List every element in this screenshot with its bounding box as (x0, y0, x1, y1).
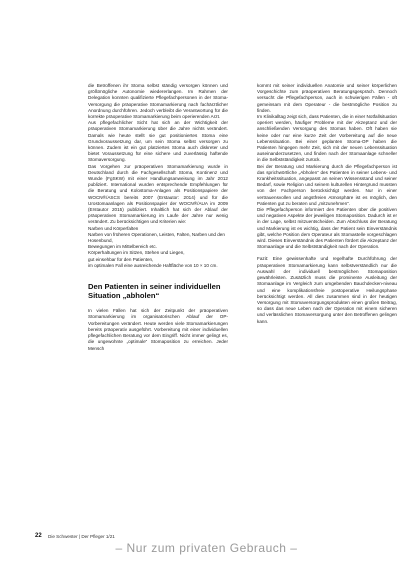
left-paragraph-3: Das Vorgehen zur präoperativen Stomamarkierung wurde in Deutschland durch die Fachgesellschaft Stoma, Kontinenz und Wunde (FgSKW) mit einer Handlungsanweisung im Jahr 2012 publiziert. International wurden entsprechende Empfehlungen für die Beratung und Kolostoma-Anlagen als Positionspapiere der WOCN®/ASCS bereits 2007 (Erstautor: 2014) und für die Urostomaanlagen als Positionspapier der WOCN®/AUA im 2009 (Erstautor 2015) publiziert. Inhaltlich hat sich der Ablauf der präoperativen Stomamarkierung im Laufe der Jahre nur wenig verändert. Zu berücksichtigen und Kriterien wie: (88, 163, 228, 225)
left-paragraph-1: die Betroffenen ihr Stoma selbst ständig versorgen können und größtmögliche Autonomie wiedererlangen. Im Rahmen der Delegation konnten qualifizierte Pflegefachpersonen in der Stoma-Versorgung die präoperative Stomamarkierung nach fachärztlicher Anordnung durchführen. Jedoch verbleibt die Verantwortung für die korrekte präoperative Stomamarkierung beim operierenden Arzt. (88, 83, 228, 120)
publication-source: Die Schwester | Der Pfleger 1/21 (48, 534, 115, 539)
right-paragraph-4: Die Pflegefachperson informiert den Patienten über die positiven und negativen Aspekte der jeweiligen Stomaposition. Dadurch ist er in der Lage, selbst mitzuentscheiden. Zum Abschluss der Beratung und Markierung ist es wichtig, dass der Patient sein Einverständnis gibt, welche Position dem Operateur als Stomastelle vorgeschlagen wird. Dieses Einverständnis des Patienten fördert die Akzeptanz der Stomaanlage und die Selbstständigkeit nach der Operation. (257, 207, 397, 250)
right-paragraph-conclusion: Fazit: Eine gewissenhafte und regelhafte Durchführung der präoperativen Stomamarkierung kann selbstverständlich nur die Auswahl der individuell bestmöglichen Stomaposition gewährleisten. Zusätzlich muss die prominente Ausleitung der Stomaanlage im Vergleich zum umgebenden Bauchdecken-niveau und eine komplikationsfreie postoperative Heilungsphase berücksichtigt werden. All dies zusammen sind in der heutigen Versorgung mit Stomaversorgungsprodukten einen großen Beitrag, so dass das neue Leben nach der Operation mit einem sicheren und verlässlichen Stomaversorgung unter den Betroffenen gelingen kann. (257, 256, 397, 324)
right-paragraph-3: Bei der Beratung und Markierung durch die Pflegefachperson ist das sprichwörtliche „Abholen“ des Patienten in seiner Lebens- und Krankheitssituation, angepasst an seinen Wissensstand und seiner Bedarf, sowie Religion und seinem kulturellen Hintergrund mussten von der Fachperson berücksichtigt werden. Nur in einer vertrauensvollen und angstfreien Atmosphäre ist es möglich, den Patienten gut zu beraten und „mitzunehmen“. (257, 163, 397, 206)
left-column (88, 83, 228, 352)
list-item: Bewegungen im Mittelbereich etc. (88, 244, 157, 250)
section-heading: Den Patienten in seiner individuellen Situation „abholen“ (88, 282, 221, 300)
right-paragraph-2: Im Klinikalltag zeigt sich, dass Patienten, die in einer Notfallsituation operiert werden, häufiger Probleme mit der Akzeptanz und der anschließenden Versorgung des Stomas haben. Oft haben sie keine oder nur eine kurze Zeit der Vorbereitung auf die neue Lebenssituation. Bei einer geplanten Stoma-OP haben die Patienten hingegen mehr Zeit, sich mit der neuen Lebenssituation auseinanderzusetzen, und finden nach der Stomaanlage schneller in die Selbstständigkeit zurück. (257, 114, 397, 163)
list-item: Narben und Körperfalten (88, 225, 139, 231)
right-paragraph-1: kommt mit seiner individuellen Anatomie und seiner körperlichen Vorgeschichte zum präoperativen Beratungsgespräch. Dennoch versucht die Pflegefachperson, auch in schwierigen Fällen - oft gemeinsam mit dem Operateur - die bestmögliche Position zu finden. (257, 83, 397, 113)
list-item: gut einsehbar für den Patienten, (88, 256, 154, 262)
watermark-text: – Nur zum privaten Gebrauch – (115, 541, 298, 555)
list-item: im optimalen Fall eine ausreichende Haftfläche von 10 × 10 cm. (88, 262, 218, 268)
page-number: 22 (35, 533, 42, 539)
criteria-list (88, 226, 228, 269)
left-paragraph-2: Aus pflegefachlicher Sicht hat sich an der Wichtigkeit der präoperativen Stomamarkierung über die Jahre nichts verändert. Damals wie heute stellt sie gut positioniertes Stoma eine Grundvoraussetzung dar, um sein Stoma selbst versorgen zu können. Zudem ist ein gut platziertes Stoma auch diskreter und bietet Voraussetzung für eine sichere und zuverlässig haftende Stomaversorgung. (88, 120, 228, 163)
list-item: Narben von früheren Operationen, Leisten, Falten, Narben und den Hosenbund, (88, 231, 225, 244)
left-paragraph-4: In vielen Fällen hat sich der Zeitpunkt der präoperativen Stomamarkierung im organisatorischen Ablauf der OP-Vorbereitungen verändert. Heute werden viele Stomamarkierungen bereits präoperativ ausgeführt. Vorbereitung mit einer individuellen pflegefachlichen Beratung vor dem Eingriff. Nicht immer gelingt es, die ungewohnte „optimale“ Stomaposition zu erreichen. Jeder Mensch (88, 308, 228, 351)
list-item: Körperhaltungen im Sitzen, Stehen und Liegen, (88, 250, 185, 256)
right-column (257, 83, 397, 325)
